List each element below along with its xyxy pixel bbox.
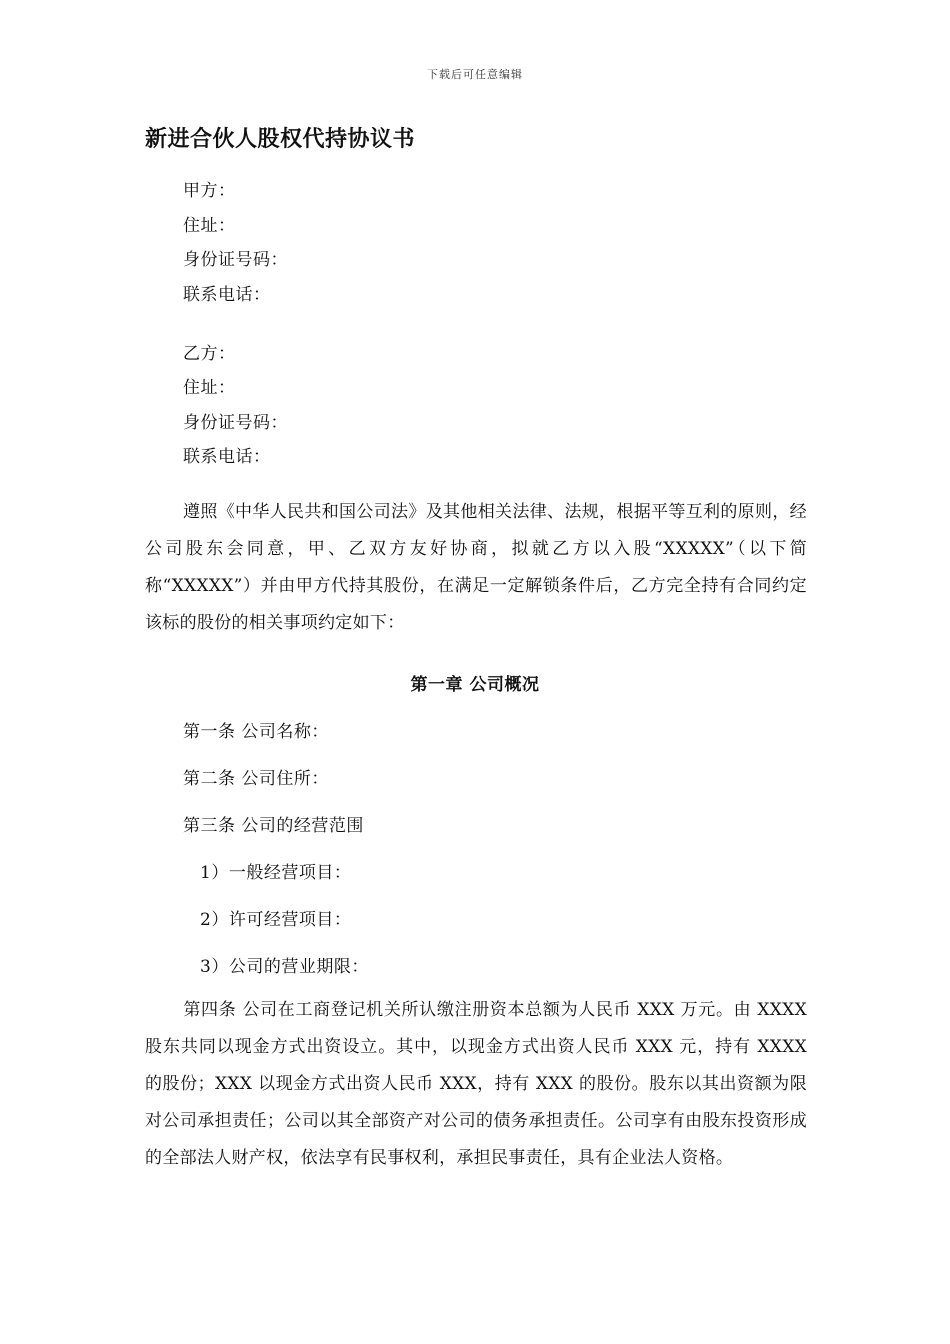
party-b-id-label: 身份证号码： bbox=[183, 413, 288, 433]
party-a-name-label: 甲方： bbox=[183, 181, 236, 201]
party-a-phone-label: 联系电话： bbox=[183, 285, 271, 305]
document-title: 新进合伙人股权代持协议书 bbox=[145, 126, 416, 152]
party-a-address-label: 住址： bbox=[183, 216, 236, 236]
article-3: 第三条 公司的经营范围 bbox=[183, 816, 364, 836]
article-4-paragraph bbox=[145, 992, 807, 1177]
chapter-1-title: 第一章 公司概况 bbox=[410, 675, 540, 695]
party-a-id-label: 身份证号码： bbox=[183, 250, 288, 270]
party-b-phone-label: 联系电话： bbox=[183, 447, 271, 467]
article-2: 第二条 公司住所： bbox=[183, 769, 329, 789]
article-4-text: 第四条 公司在工商登记机关所认缴注册资本总额为人民币 XXX 万元。由 XXXX 股东共同以现金方式出资设立。其中，以现金方式出资人民币 XXX 元，持有 XXXX 的股份；XXX 以现金方式出资人民币 XXX，持有 XXX 的股份。股东以其出资额为限对公司承担责任；公司以其全部资产对公司的债务承担责任。公司享有由股东投资形成的全部法人财产权，依法享有民事权利，承担民事责任，具有企业法人资格。 bbox=[145, 1000, 807, 1168]
business-scope-item-term: 3）公司的营业期限： bbox=[200, 957, 369, 977]
party-b-address-label: 住址： bbox=[183, 378, 236, 398]
article-1: 第一条 公司名称： bbox=[183, 722, 329, 742]
business-scope-item-licensed: 2）许可经营项目： bbox=[200, 910, 352, 930]
preamble-text: 遵照《中华人民共和国公司法》及其他相关法律、法规，根据平等互利的原则，经公司股东会同意，甲、乙双方友好协商，拟就乙方以入股“XXXXX”（以下简称“XXXXX”）并由甲方代持其股份，在满足一定解锁条件后，乙方完全持有合同约定该标的股份的相关事项约定如下： bbox=[145, 502, 807, 633]
header-note: 下载后可任意编辑 bbox=[427, 68, 523, 81]
business-scope-item-general: 1）一般经营项目： bbox=[200, 863, 352, 883]
party-b-name-label: 乙方： bbox=[183, 344, 236, 364]
preamble-paragraph bbox=[145, 494, 807, 642]
